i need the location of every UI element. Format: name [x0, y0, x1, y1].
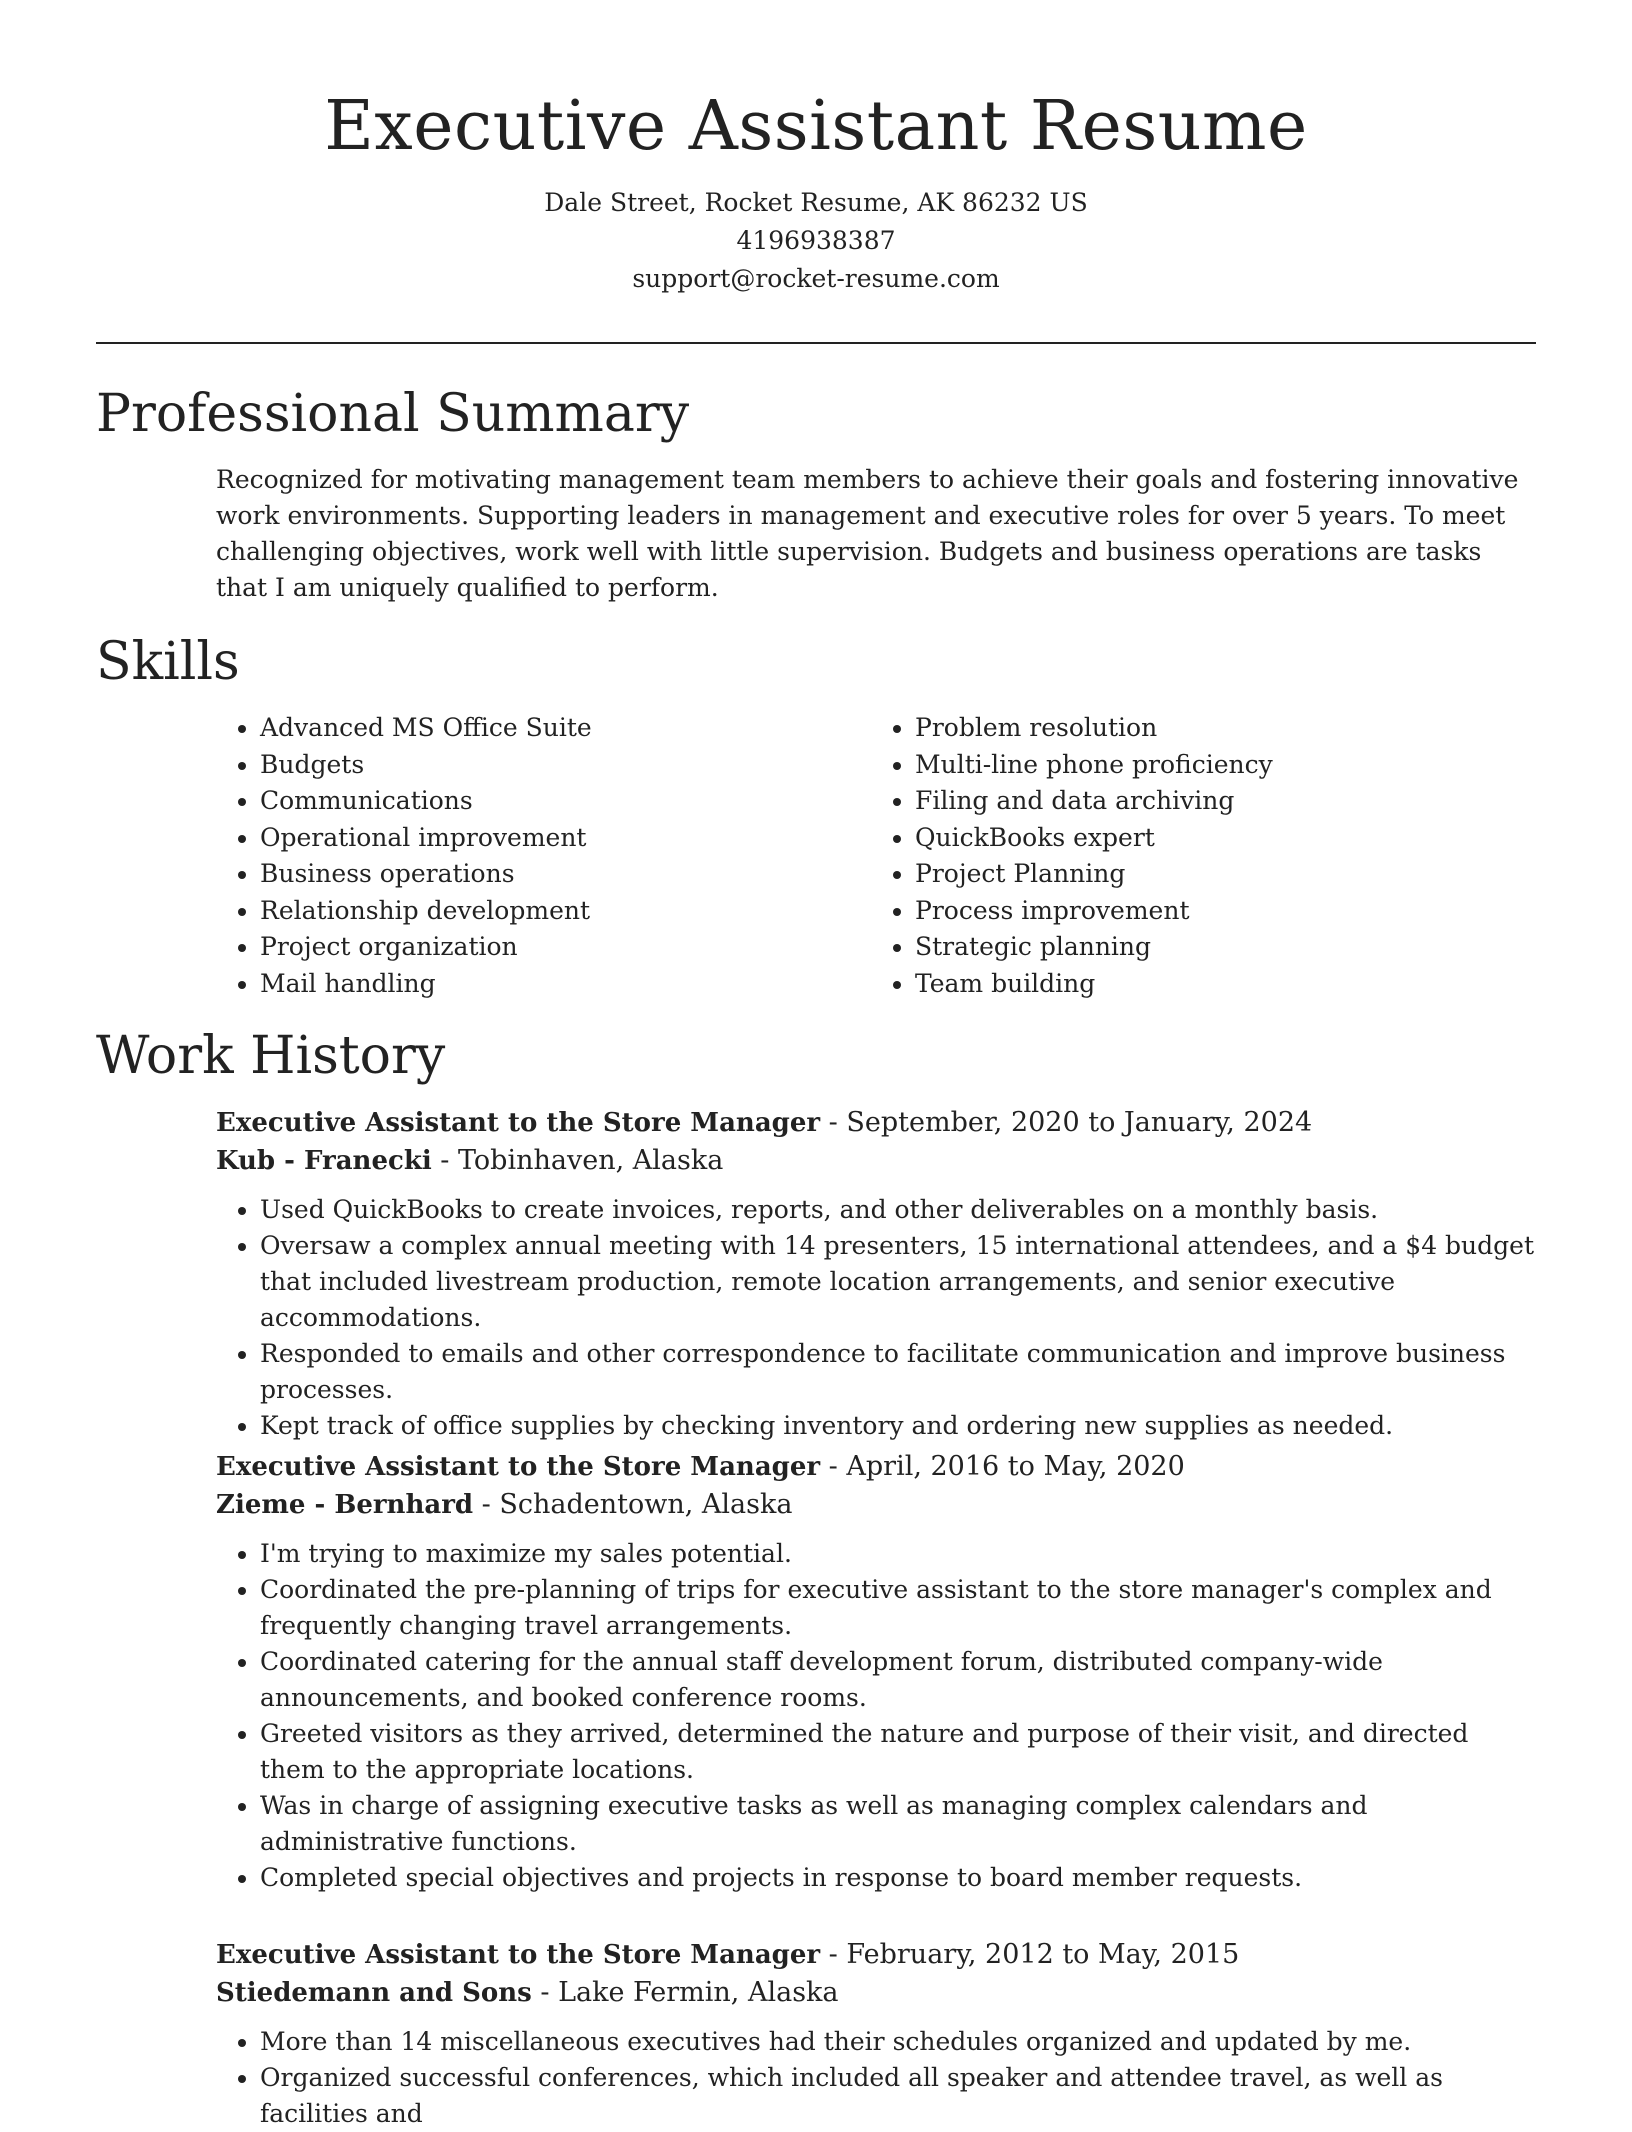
job-bullet: • Completed special objectives and projects in response to board member requests. [260, 1860, 1534, 1896]
skill-item: • Budgets [260, 747, 871, 784]
contact-address: Dale Street, Rocket Resume, AK 86232 US [544, 188, 1088, 217]
skill-item: • Advanced MS Office Suite [260, 710, 871, 747]
job-bullets [216, 1536, 1534, 1896]
job-bullet: • Organized successful conferences, which included all speaker and attendee travel, as well as facilities and [260, 2060, 1534, 2132]
skill-item: • Mail handling [260, 966, 871, 1003]
skill-item: • Strategic planning [915, 929, 1526, 966]
skill-item: • Business operations [260, 856, 871, 893]
job-entry [216, 1936, 1534, 2132]
job-title-line [216, 1936, 1534, 1974]
job-entry [216, 1448, 1534, 1896]
contact-email: support@rocket-resume.com [632, 264, 1000, 293]
job-company: Kub - Franecki [216, 1146, 432, 1176]
job-title-line [216, 1448, 1534, 1486]
skill-item: • Multi-line phone proficiency [915, 747, 1526, 784]
job-dates: - September, 2020 to January, 2024 [820, 1107, 1313, 1138]
contact-info [96, 184, 1536, 298]
job-location: - Lake Fermin, Alaska [531, 1977, 839, 2008]
job-bullet: • Responded to emails and other correspondence to facilitate communication and improve business processes. [260, 1336, 1534, 1408]
job-title: Executive Assistant to the Store Manager [216, 1108, 821, 1138]
work-history-heading: Work History [96, 1026, 446, 1086]
job-bullet: • More than 14 miscellaneous executives had their schedules organized and updated by me. [260, 2024, 1534, 2060]
job-title-line [216, 1104, 1534, 1142]
job-company-line [216, 1486, 1534, 1524]
job-entry [216, 1104, 1534, 1444]
summary-heading: Professional Summary [96, 384, 690, 444]
header-divider [96, 342, 1536, 344]
job-title: Executive Assistant to the Store Manager [216, 1940, 821, 1970]
job-title: Executive Assistant to the Store Manager [216, 1452, 821, 1482]
job-bullet: • Coordinated the pre-planning of trips for executive assistant to the store manager's complex and frequently changing travel arrangements. [260, 1572, 1534, 1644]
skill-item: • Relationship development [260, 893, 871, 930]
skill-item: • Problem resolution [915, 710, 1526, 747]
skill-item: • Operational improvement [260, 820, 871, 857]
job-company-line [216, 1974, 1534, 2012]
job-bullet: • Oversaw a complex annual meeting with 14 presenters, 15 international attendees, and a $4 budget that included livestream production, remote location arrangements, and senior executive accommodations. [260, 1228, 1534, 1336]
job-bullet: • Coordinated catering for the annual staff development forum, distributed company-wide announcements, and booked conference rooms. [260, 1644, 1534, 1716]
contact-phone: 4196938387 [736, 226, 896, 255]
skills-heading: Skills [96, 632, 240, 692]
skill-item: • Team building [915, 966, 1526, 1003]
skill-item: • QuickBooks expert [915, 820, 1526, 857]
summary-text: Recognized for motivating management team members to achieve their goals and fostering innovative work environments. Supporting leaders in management and executive roles for over 5 years. To meet challenging objectives, work well with little supervision. Budgets and business operations are tasks that I am uniquely qualified to perform. [216, 465, 1519, 602]
job-bullet: • I'm trying to maximize my sales potential. [260, 1536, 1534, 1572]
job-bullet: • Kept track of office supplies by checking inventory and ordering new supplies as needed. [260, 1408, 1534, 1444]
skill-item: • Communications [260, 783, 871, 820]
job-bullet: • Was in charge of assigning executive tasks as well as managing complex calendars and administrative functions. [260, 1788, 1534, 1860]
job-company: Stiedemann and Sons [216, 1978, 532, 2008]
skills-column-left [216, 710, 871, 1002]
job-bullets [216, 2024, 1534, 2132]
job-company: Zieme - Bernhard [216, 1490, 474, 1520]
skill-item: • Filing and data archiving [915, 783, 1526, 820]
job-bullets [216, 1192, 1534, 1444]
skill-item: • Process improvement [915, 893, 1526, 930]
skills-column-right [871, 710, 1526, 1002]
job-location: - Schadentown, Alaska [473, 1489, 793, 1520]
job-location: - Tobinhaven, Alaska [431, 1145, 724, 1176]
job-bullet: • Used QuickBooks to create invoices, reports, and other deliverables on a monthly basis. [260, 1192, 1534, 1228]
job-dates: - April, 2016 to May, 2020 [820, 1451, 1185, 1482]
job-company-line [216, 1142, 1534, 1180]
skill-item: • Project organization [260, 929, 871, 966]
skills-list [216, 710, 1526, 1002]
resume-title: Executive Assistant Resume [324, 87, 1308, 166]
skill-item: • Project Planning [915, 856, 1526, 893]
job-dates: - February, 2012 to May, 2015 [820, 1939, 1240, 1970]
resume-header [96, 80, 1536, 298]
job-bullet: • Greeted visitors as they arrived, determined the nature and purpose of their visit, and directed them to the appropriate locations. [260, 1716, 1534, 1788]
